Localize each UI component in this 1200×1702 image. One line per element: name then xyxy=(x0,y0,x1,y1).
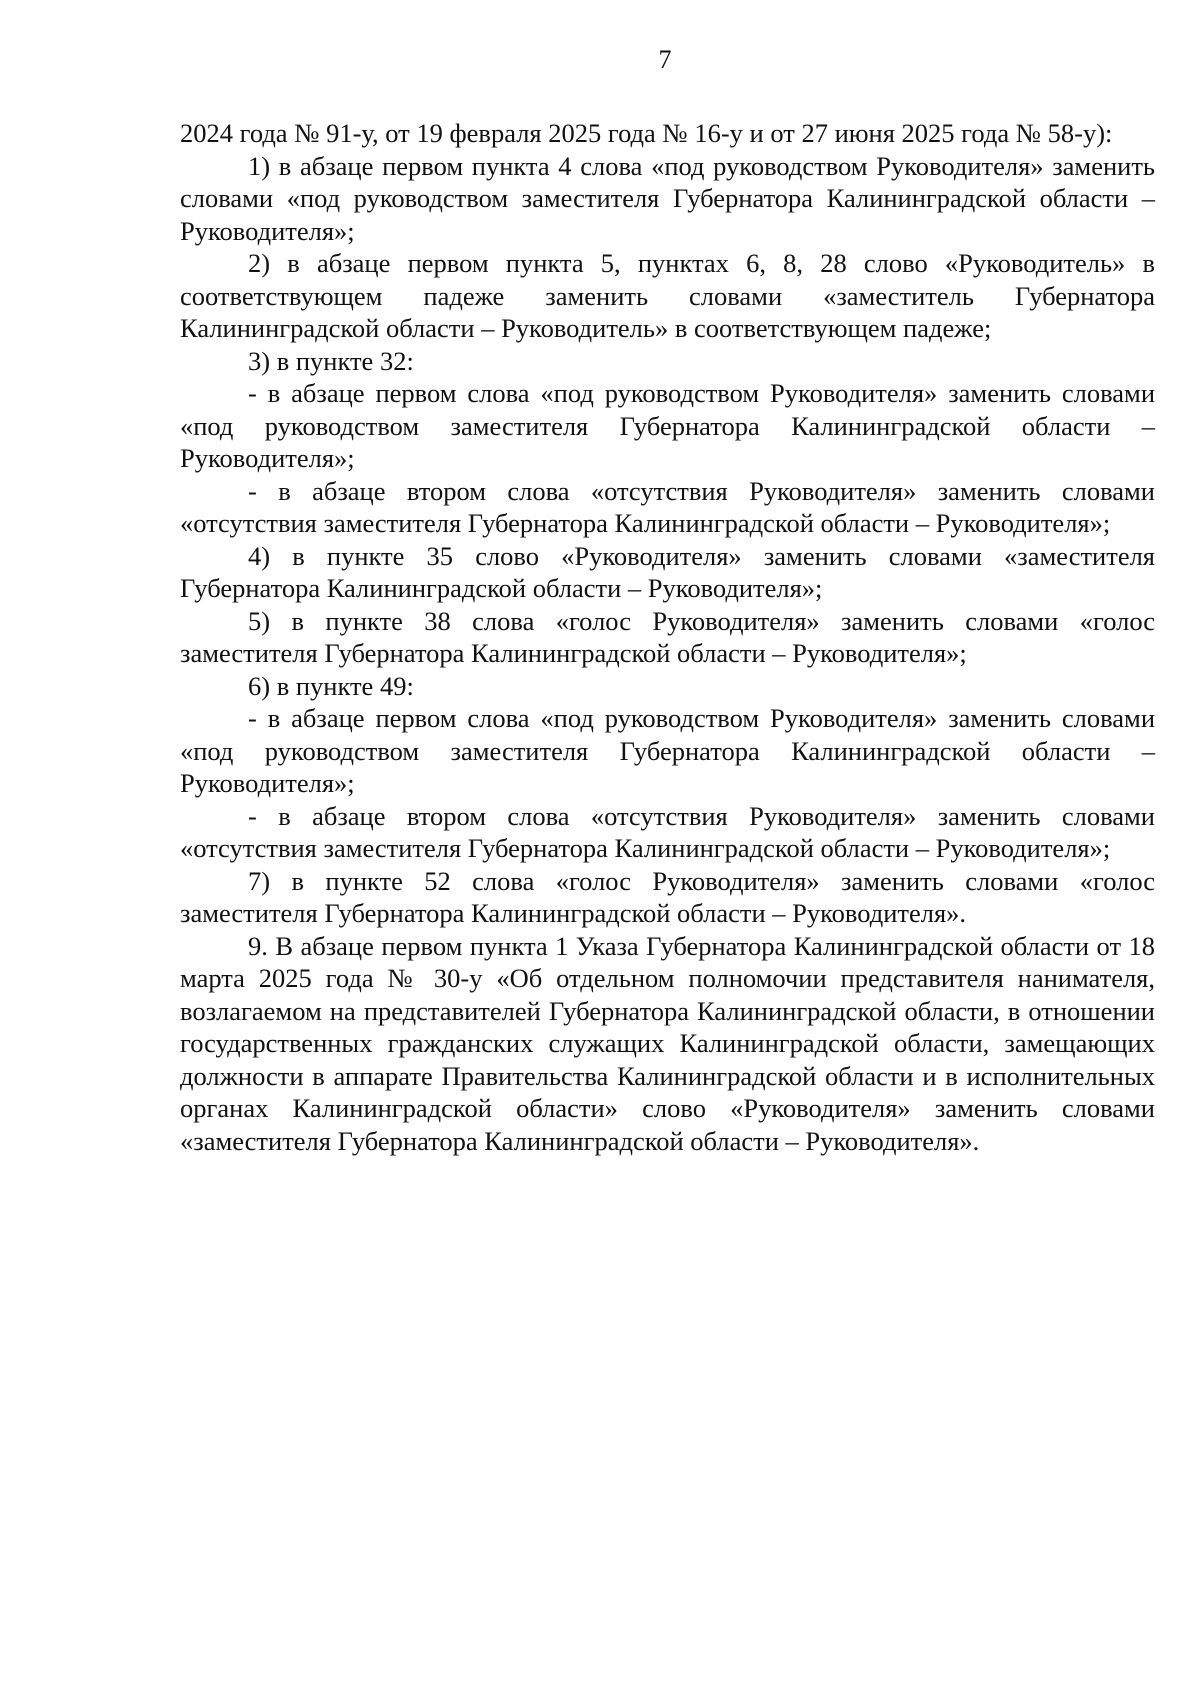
paragraph-item-6: 6) в пункте 49: xyxy=(248,670,414,701)
paragraph-continuation: 2024 года № 91-у, от 19 февраля 2025 года № 16-у и от 27 июня 2025 года № 58-у): xyxy=(180,118,1113,148)
paragraph-item-4: 4) в пункте 35 слово «Руководителя» заменить словами «заместителя Губернатора Калининградской области – Руководителя»; xyxy=(180,540,1155,603)
paragraph-item-7: 7) в пункте 52 слова «голос Руководителя» заменить словами «голос заместителя Губернатора Калининградской области – Руководителя». xyxy=(180,865,1155,928)
paragraph-item-6-sub-1: - в абзаце первом слова «под руководством Руководителя» заменить словами «под руководством заместителя Губернатора Калининградской области – Руководителя»; xyxy=(180,703,1155,798)
paragraph-item-3-sub-2: - в абзаце втором слова «отсутствия Руководителя» заменить словами «отсутствия заместителя Губернатора Калининградской области – Руководителя»; xyxy=(180,475,1155,538)
paragraph-item-5: 5) в пункте 38 слова «голос Руководителя» заменить словами «голос заместителя Губернатора Калининградской области – Руководителя»; xyxy=(180,605,1155,668)
paragraph-item-6-sub-2: - в абзаце втором слова «отсутствия Руководителя» заменить словами «отсутствия заместителя Губернатора Калининградской области – Руководителя»; xyxy=(180,800,1155,863)
document-body xyxy=(180,117,1155,1157)
page-number: 7 xyxy=(658,45,672,74)
paragraph-item-3-sub-1: - в абзаце первом слова «под руководством Руководителя» заменить словами «под руководством заместителя Губернатора Калининградской области – Руководителя»; xyxy=(180,378,1155,473)
paragraph-section-9: 9. В абзаце первом пункта 1 Указа Губернатора Калининградской области от 18 марта 2025 года № 30-у «Об отдельном полномочии представителя нанимателя, возлагаемом на представителей Губернатора Калининградской области, в отношении государственных гражданских служащих Калининградской области, замещающих должности в аппарате Правительства Калининградской области и в исполнительных органах Калининградской области» слово «Руководителя» заменить словами «заместителя Губернатора Калининградской области – Руководителя». xyxy=(180,930,1155,1156)
paragraph-item-2: 2) в абзаце первом пункта 5, пунктах 6, 8, 28 слово «Руководитель» в соответствующем падеже заменить словами «заместитель Губернатора Калининградской области – Руководитель» в соответствующем падеже; xyxy=(180,248,1155,343)
paragraph-item-1: 1) в абзаце первом пункта 4 слова «под руководством Руководителя» заменить словами «под руководством заместителя Губернатора Калининградской области – Руководителя»; xyxy=(180,150,1155,246)
paragraph-item-3: 3) в пункте 32: xyxy=(248,345,414,376)
